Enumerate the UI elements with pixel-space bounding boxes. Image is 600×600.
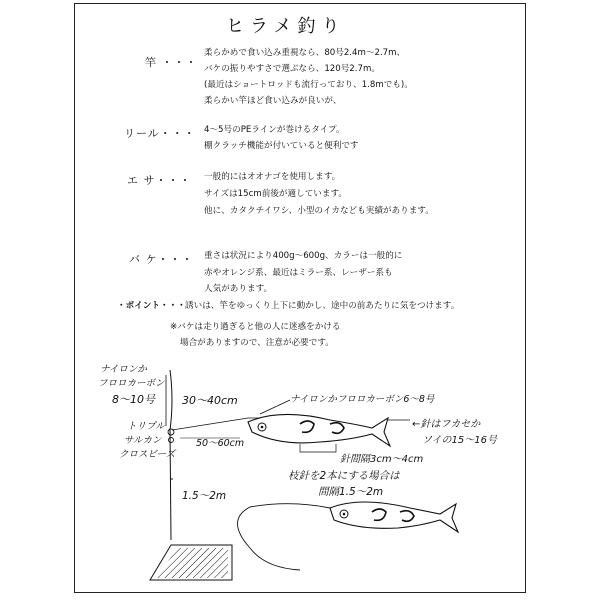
point-text: 誘いは、竿をゆっくり上下に動かし、途中の前あたりに気をつけます。: [185, 301, 460, 311]
hook-gap-label: 針間隔3cm～4cm: [340, 454, 424, 465]
bait-fish-2-icon: [330, 502, 458, 532]
bake-line-1: 重さは状況により400g～600g、カラーは一般的に: [204, 251, 403, 261]
top-length-label: 30～40cm: [182, 394, 238, 407]
bake-line-2: 赤やオレンジ系、最近はミラー系、レーザー系も: [204, 268, 393, 278]
reel-label: リール・・・: [124, 127, 196, 140]
bake-line-3: 人気があります。: [204, 284, 273, 294]
harness-arrow: [260, 400, 290, 414]
branch-length-label: 50～60cm: [196, 438, 245, 449]
sinker-icon: [150, 545, 232, 580]
point-label: ・ポイント・・・: [117, 301, 186, 311]
two-hooks-label-2: 間隔1.5～2m: [318, 486, 384, 498]
rod-line-4: 柔らかい竿ほど食い込みが良いが、: [204, 96, 342, 106]
bait-line-2: サイズは15cm前後が適しています。: [204, 189, 347, 199]
page-title: ヒラメ釣り: [226, 16, 346, 37]
harness-label: ナイロンかフロロカーボン6～8号: [290, 394, 435, 405]
main-line-label-2: フロロカーボン: [98, 378, 165, 389]
bait-fish-icon: [248, 414, 390, 446]
swivel-icon: [168, 429, 174, 443]
rod-line-1: 柔らかめで食い込み重視なら、80号2.4m～2.7m、: [204, 48, 406, 58]
hook-label-1: ←針はフカセか: [412, 419, 481, 430]
loop-line: [238, 504, 331, 548]
rod-line-3: (最近はショートロッドも流行っており、1.8mでも)。: [204, 80, 413, 90]
rod-line-2: バケの振りやすさで選ぶなら、120号2.7m。: [204, 64, 380, 74]
swivel-label-2: サルカン: [124, 435, 162, 446]
hook-gap-bracket: [300, 444, 336, 452]
note-line-2: 場合がありますので、注意が必要です。: [180, 338, 334, 348]
note-line-1: ※バケは走り過ぎると他の人に迷惑をかける: [170, 322, 341, 332]
bait-line-3: 他に、カタクチイワシ、小型のイカなども実績があります。: [204, 206, 434, 216]
hook-label-2: ソイの15～16号: [422, 435, 497, 446]
bait-label: エ サ・・・: [127, 174, 192, 187]
reel-line-2: 棚クラッチ機能が付いていると便利です: [204, 141, 359, 151]
swivel-label-1: トリプル: [127, 421, 165, 432]
loop-tail: [250, 548, 300, 570]
rod-label: 竿 ・・・: [145, 56, 198, 69]
main-line-label-3: 8～10号: [112, 393, 155, 406]
main-line-label-1: ナイロンか: [100, 364, 147, 375]
two-hooks-label-1: 枝針を2本にする場合は: [288, 470, 400, 482]
reel-line-1: 4～5号のPEラインが巻けるタイプ。: [204, 125, 345, 135]
bottom-length-label: 1.5～2m: [182, 490, 227, 502]
bake-label: バ ケ・・・: [129, 253, 194, 266]
swivel-label-3: クロスビーズ: [119, 449, 176, 460]
bait-line-1: 一般的にはオオナゴを使用します。: [204, 172, 341, 182]
